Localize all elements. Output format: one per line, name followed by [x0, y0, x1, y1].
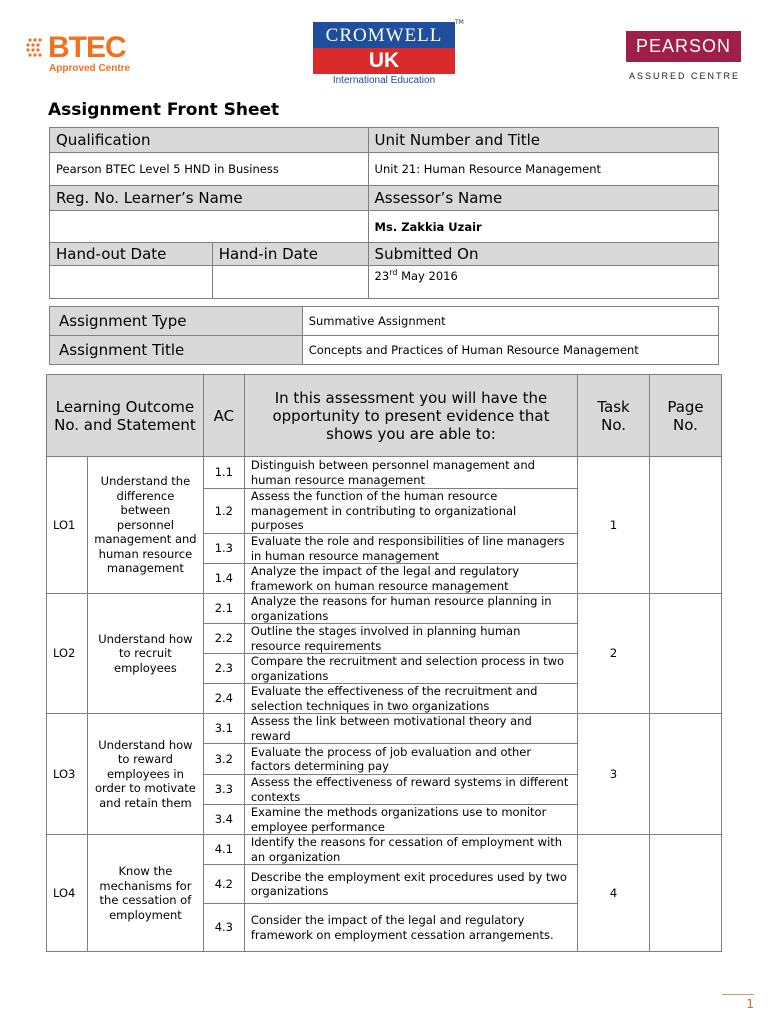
learner-name-value — [50, 211, 369, 243]
ac-number: 2.3 — [203, 654, 244, 684]
header-info-table — [49, 127, 719, 299]
cromwell-wordmark: CROMWELL — [313, 22, 455, 48]
ac-number: 3.4 — [203, 805, 244, 835]
page-number-cell — [650, 835, 722, 952]
ac-number: 4.2 — [203, 865, 244, 904]
evidence-criterion: Identify the reasons for cessation of employment with an organization — [244, 835, 577, 865]
evidence-criterion: Examine the methods organizations use to monitor employee performance — [244, 805, 577, 835]
handout-date-value — [50, 266, 213, 299]
assessor-name-label: Assessor’s Name — [368, 186, 718, 211]
task-number: 3 — [578, 714, 650, 835]
ac-number: 2.1 — [203, 594, 244, 624]
btec-logo — [26, 32, 146, 77]
col-learning-outcome: Learning Outcome No. and Statement — [47, 375, 204, 457]
submitted-on-label: Submitted On — [368, 243, 718, 266]
qualification-value: Pearson BTEC Level 5 HND in Business — [50, 153, 369, 186]
lo-statement: Understand how to reward employees in order to motivate and retain them — [87, 714, 203, 835]
col-task-no: Task No. — [578, 375, 650, 457]
handin-date-value — [212, 266, 368, 299]
lo-number: LO4 — [47, 835, 88, 952]
task-number: 4 — [578, 835, 650, 952]
col-evidence: In this assessment you will have the opportunity to present evidence that shows you are able to: — [244, 375, 577, 457]
evidence-criterion: Evaluate the role and responsibilities of line managers in human resource management — [244, 534, 577, 564]
col-page-no: Page No. — [650, 375, 722, 457]
evidence-criterion: Evaluate the effectiveness of the recruitment and selection techniques in two organizations — [244, 684, 577, 714]
evidence-criterion: Analyze the impact of the legal and regulatory framework on human resource management — [244, 564, 577, 594]
evidence-criterion: Distinguish between personnel management and human resource management — [244, 457, 577, 489]
submitted-on-value — [368, 266, 718, 299]
ac-number: 3.3 — [203, 775, 244, 805]
assignment-info-table — [49, 306, 719, 365]
evidence-criterion: Consider the impact of the legal and regulatory framework on employment cessation arrangements. — [244, 904, 577, 952]
ac-number: 2.4 — [203, 684, 244, 714]
qualification-label: Qualification — [50, 128, 369, 153]
table-row — [47, 835, 722, 865]
table-row — [47, 594, 722, 624]
pearson-logo: PEARSON — [626, 31, 741, 62]
btec-subtitle: Approved Centre — [49, 63, 131, 74]
page-number-cell — [650, 457, 722, 594]
ac-number: 1.4 — [203, 564, 244, 594]
evidence-criterion: Describe the employment exit procedures used by two organizations — [244, 865, 577, 904]
lo-statement: Understand the difference between personnel management and human resource management — [87, 457, 203, 594]
handout-date-label: Hand-out Date — [50, 243, 213, 266]
ac-number: 1.1 — [203, 457, 244, 489]
task-number: 1 — [578, 457, 650, 594]
pearson-subtitle: ASSURED CENTRE — [628, 71, 740, 81]
ac-number: 4.1 — [203, 835, 244, 865]
submitted-ordinal: rd — [389, 268, 398, 277]
cromwell-logo — [313, 19, 464, 86]
unit-label: Unit Number and Title — [368, 128, 718, 153]
ac-number: 2.2 — [203, 624, 244, 654]
handin-date-label: Hand-in Date — [212, 243, 368, 266]
evidence-criterion: Compare the recruitment and selection process in two organizations — [244, 654, 577, 684]
evidence-criterion: Assess the effectiveness of reward systems in different contexts — [244, 775, 577, 805]
task-number: 2 — [578, 594, 650, 714]
submitted-day: 23 — [374, 268, 390, 283]
lo-number: LO1 — [47, 457, 88, 594]
btec-wordmark: BTEC — [48, 31, 126, 64]
ac-number: 4.3 — [203, 904, 244, 952]
assignment-type-label: Assignment Type — [50, 307, 303, 336]
page-number: 1 — [722, 994, 754, 1011]
lo-statement: Understand how to recruit employees — [87, 594, 203, 714]
assignment-title-value: Concepts and Practices of Human Resource Management — [302, 336, 718, 365]
cromwell-subtitle: International Education — [332, 75, 436, 86]
evidence-criterion: Assess the link between motivational theory and reward — [244, 714, 577, 744]
lo-number: LO2 — [47, 594, 88, 714]
ac-number: 1.2 — [203, 489, 244, 534]
assignment-title-label: Assignment Title — [50, 336, 303, 365]
lo-number: LO3 — [47, 714, 88, 835]
table-row — [47, 457, 722, 489]
evidence-criterion: Outline the stages involved in planning human resource requirements — [244, 624, 577, 654]
learning-outcomes-table — [46, 374, 722, 952]
ac-number: 3.1 — [203, 714, 244, 744]
evidence-criterion: Assess the function of the human resource management in contributing to organizational purposes — [244, 489, 577, 534]
page-number-cell — [650, 714, 722, 835]
lo-statement: Know the mechanisms for the cessation of employment — [87, 835, 203, 952]
btec-dots-icon — [26, 37, 46, 59]
cromwell-trademark: TM — [455, 19, 464, 26]
col-ac: AC — [203, 375, 244, 457]
assignment-type-value: Summative Assignment — [302, 307, 718, 336]
ac-number: 3.2 — [203, 744, 244, 775]
submitted-month-year: May 2016 — [397, 268, 458, 283]
learner-name-label: Reg. No. Learner’s Name — [50, 186, 369, 211]
evidence-criterion: Analyze the reasons for human resource planning in organizations — [244, 594, 577, 624]
cromwell-uk-band: UK — [313, 48, 455, 74]
page-title: Assignment Front Sheet — [48, 100, 280, 120]
assessor-name-value: Ms. Zakkia Uzair — [368, 211, 718, 243]
table-row — [47, 714, 722, 744]
unit-value: Unit 21: Human Resource Management — [368, 153, 718, 186]
ac-number: 1.3 — [203, 534, 244, 564]
page-number-cell — [650, 594, 722, 714]
evidence-criterion: Evaluate the process of job evaluation and other factors determining pay — [244, 744, 577, 775]
